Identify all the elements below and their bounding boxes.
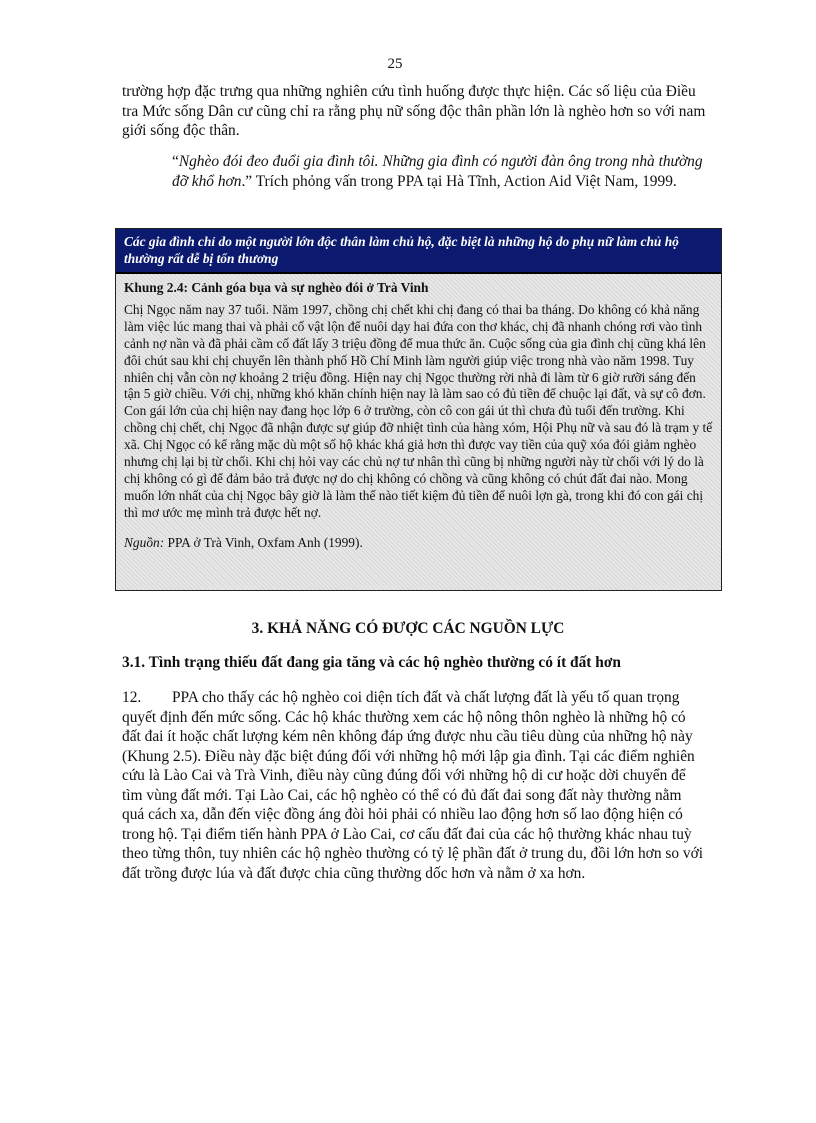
interview-quote — [172, 152, 712, 191]
quote-citation: Trích phỏng vấn trong PPA tại Hà Tĩnh, Action Aid Việt Nam, 1999. — [252, 172, 677, 190]
case-study-box — [115, 228, 722, 591]
box-text: Chị Ngọc năm nay 37 tuổi. Năm 1997, chồng chị chết khi chị đang có thai ba tháng. Do không có khả năng làm việc lúc mang thai và phải cố vật lộn để nuôi dạy hai đứa con thơ khác, chị đã nhanh chóng rơi vào tình cảnh nợ nần và đã phải cầm cố đất lấy 3 triệu đồng để mua thức ăn. Cuộc sống của gia đình chị cũng khá lên đôi chút sau khi chị chuyển lên thành phố Hồ Chí Minh làm người giúp việc trong nhà vào năm 1998. Tuy nhiên chị vẫn còn nợ khoảng 2 triệu đồng. Hiện nay chị Ngọc thường rời nhà đi làm từ 6 giờ rưỡi sáng đến tận 5 giờ chiều. Với chị, những khó khăn chính hiện nay là làm sao có đủ tiền để chuộc lại đất, và sự cô đơn. Con gái lớn của chị hiện nay đang học lớp 6 ở trường, còn cô con gái út thì chưa đủ tuổi đến trường. Khi chồng chị chết, chị Ngọc đã nhận được sự giúp đỡ nhiệt tình của hàng xóm, Hội Phụ nữ và sau đó là trạm y tế xã. Chị Ngọc có kể rằng mặc dù một số hộ khác khá giả hơn thì được vay tiền của quỹ xóa đói giảm nghèo nhưng chị lại bị từ chối. Khi chị hỏi vay các chủ nợ tư nhân thì cũng bị những người này từ chối với lý do là chị không có gì để đảm bảo trả được nợ do chị không có chồng và cũng không có chút đất đai nào. Mong muốn lớn nhất của chị Ngọc bây giờ là làm thế nào tiết kiệm đủ tiền để nuôi lợn gà, trong khi đó con gái chị thì mơ ước mẹ mình trả được hết nợ. — [124, 301, 713, 520]
box-source — [124, 535, 713, 552]
paragraph-12 — [122, 688, 707, 883]
box-source-label: Nguồn: — [124, 534, 165, 550]
box-title: Khung 2.4: Cảnh góa bụa và sự nghèo đói ở Trà Vinh — [124, 280, 429, 295]
section-title: 3. KHẢ NĂNG CÓ ĐƯỢC CÁC NGUỒN LỰC — [251, 620, 565, 637]
quote-close-mark: .” — [241, 172, 253, 190]
page-number: 25 — [387, 56, 403, 72]
box-body — [116, 272, 721, 590]
paragraph-number: 12. — [122, 689, 142, 706]
subsection-title: 3.1. Tình trạng thiếu đất đang gia tăng và các hộ nghèo thường có ít đất hơn — [122, 654, 621, 671]
paragraph-12-text: PPA cho thấy các hộ nghèo coi diện tích đất và chất lượng đất là yếu tố quan trọng quyết định đến mức sống. Các hộ khác thường xem các hộ nông thôn nghèo là những hộ có đất đai ít hoặc chất lượng kém nên không đáp ứng được nhu cầu tiêu dùng của những hộ này (Khung 2.5). Điều này đặc biệt đúng đối với những hộ mới lập gia đình. Tại các điểm nghiên cứu là Lào Cai và Trà Vinh, điều này cũng đúng đối với những hộ di cư hoặc dời chuyển để tìm vùng đất mới. Tại Lào Cai, các hộ nghèo có thể có đủ đất đai song đất này thường nằm quá cách xa, dẫn đến việc đồng áng đòi hỏi phải có nhiều lao động hơn số lao động hiện có trong hộ. Tại điểm tiến hành PPA ở Lào Cai, cơ cấu đất đai của các hộ thường khác nhau tuỳ theo từng thôn, tuy nhiên các hộ nghèo thường có tỷ lệ phần đất ở trung du, đồi lớn hơn so với đất trồng được lúa và đất được chia cũng thường dốc hơn và nằm ở xa hơn. — [122, 689, 704, 882]
quote-text: Nghèo đói đeo đuổi gia đình tôi. Những gia đình có người đàn ông trong nhà thường đỡ khổ hơn — [172, 153, 703, 190]
box-source-text: PPA ở Trà Vinh, Oxfam Anh (1999). — [164, 534, 363, 550]
box-header: Các gia đình chỉ do một người lớn độc thân làm chủ hộ, đặc biệt là những hộ do phụ nữ làm chủ hộ thường rất dễ bị tổn thương — [116, 229, 721, 272]
quote-open-mark: “ — [172, 153, 179, 170]
intro-paragraph: trường hợp đặc trưng qua những nghiên cứu tình huống được thực hiện. Các số liệu của Điều tra Mức sống Dân cư cũng chỉ ra rằng phụ nữ sống độc thân phần lớn là nghèo hơn so với nam giới sống độc thân. — [122, 83, 706, 139]
